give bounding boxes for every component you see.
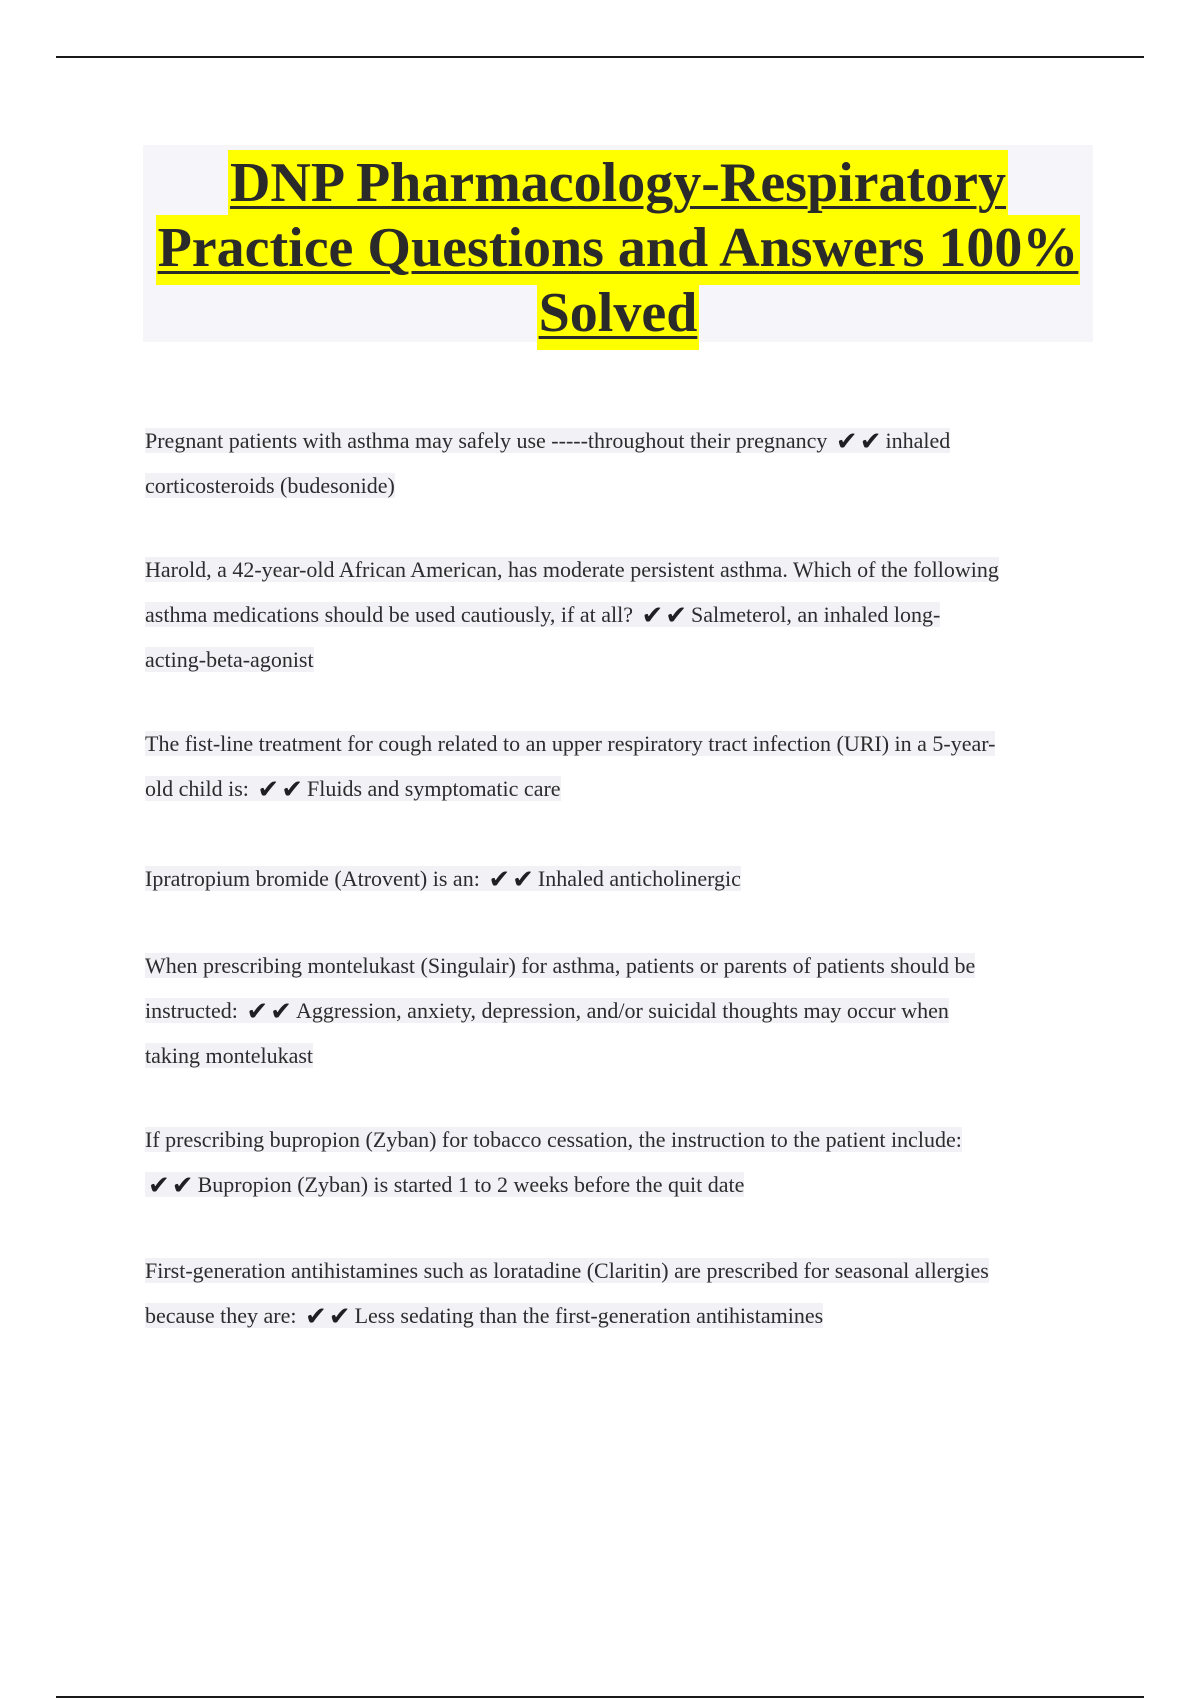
question-text: because they are: xyxy=(145,1303,297,1328)
answer-marker xyxy=(304,1293,352,1340)
qa-line xyxy=(145,592,999,637)
qa-item-2 xyxy=(145,547,999,682)
qa-line xyxy=(145,1117,962,1162)
qa-item-7 xyxy=(145,1248,989,1338)
check-icon: ✔ xyxy=(270,997,292,1027)
qa-line xyxy=(145,1248,989,1293)
answer-text: Fluids and symptomatic care xyxy=(306,776,561,801)
question-text: old child is: xyxy=(145,776,249,801)
check-icon: ✔ xyxy=(641,601,664,631)
answer-text: inhaled xyxy=(885,428,951,453)
question-text: If prescribing bupropion (Zyban) for tobacco cessation, the instruction to the patient include: xyxy=(145,1127,962,1152)
answer-marker xyxy=(640,592,688,639)
answer-marker xyxy=(487,856,535,903)
check-icon: ✔ xyxy=(304,1302,327,1332)
answer-text: Less sedating than the first-generation antihistamines xyxy=(354,1303,824,1328)
check-icon: ✔ xyxy=(257,775,280,805)
title-line-1: DNP Pharmacology-Respiratory xyxy=(143,155,1093,211)
check-icon: ✔ xyxy=(488,865,511,895)
top-rule xyxy=(56,56,1144,58)
answer-text: taking montelukast xyxy=(145,1043,314,1068)
qa-line xyxy=(145,1293,989,1338)
qa-line xyxy=(145,943,975,988)
qa-line xyxy=(145,721,995,766)
answer-text: Salmeterol, an inhaled long- xyxy=(691,602,941,627)
answer-marker xyxy=(245,988,293,1035)
check-icon: ✔ xyxy=(281,775,303,805)
check-icon: ✔ xyxy=(328,1302,351,1332)
question-text: The fist-line treatment for cough related to an upper respiratory tract infection (URI) in a 5-year- xyxy=(145,731,996,756)
title-line-2: Practice Questions and Answers 100% xyxy=(143,220,1093,276)
qa-line xyxy=(145,1162,962,1207)
qa-item-3 xyxy=(145,721,995,811)
question-text: instructed: xyxy=(145,998,238,1023)
qa-item-6 xyxy=(145,1117,962,1207)
check-icon: ✔ xyxy=(148,1171,170,1201)
answer-marker xyxy=(256,766,304,813)
qa-line xyxy=(145,856,741,901)
answer-marker xyxy=(835,418,883,465)
answer-text: Inhaled anticholinergic xyxy=(537,866,741,891)
check-icon: ✔ xyxy=(835,427,858,457)
answer-marker xyxy=(147,1162,195,1209)
title-line-3: Solved xyxy=(143,285,1093,341)
qa-line xyxy=(145,637,999,682)
qa-item-5 xyxy=(145,943,975,1078)
check-icon: ✔ xyxy=(246,997,269,1027)
qa-item-1 xyxy=(145,418,950,508)
bottom-rule xyxy=(56,1696,1144,1698)
qa-item-4 xyxy=(145,856,741,901)
check-icon: ✔ xyxy=(665,601,688,631)
qa-line xyxy=(145,766,995,811)
question-text: asthma medications should be used cautiously, if at all? xyxy=(145,602,633,627)
check-icon: ✔ xyxy=(859,427,882,457)
check-icon: ✔ xyxy=(171,1171,194,1201)
answer-text: corticosteroids (budesonide) xyxy=(145,473,395,498)
qa-line xyxy=(145,988,975,1033)
question-text: When prescribing montelukast (Singulair) for asthma, patients or parents of patients should be xyxy=(145,953,976,978)
check-icon: ✔ xyxy=(512,865,534,895)
qa-line xyxy=(145,418,950,463)
answer-text: acting-beta-agonist xyxy=(145,647,314,672)
answer-text: Aggression, anxiety, depression, and/or suicidal thoughts may occur when xyxy=(295,998,949,1023)
question-text: First-generation antihistamines such as loratadine (Claritin) are prescribed for seasonal allergies xyxy=(145,1258,989,1283)
title-block xyxy=(143,145,1093,342)
qa-line xyxy=(145,463,950,508)
question-text: Ipratropium bromide (Atrovent) is an: xyxy=(145,866,480,891)
question-text: Harold, a 42-year-old African American, has moderate persistent asthma. Which of the following xyxy=(145,557,999,582)
qa-line xyxy=(145,547,999,592)
qa-line xyxy=(145,1033,975,1078)
question-text: Pregnant patients with asthma may safely use -----throughout their pregnancy xyxy=(145,428,828,453)
answer-text: Bupropion (Zyban) is started 1 to 2 weeks before the quit date xyxy=(197,1172,745,1197)
